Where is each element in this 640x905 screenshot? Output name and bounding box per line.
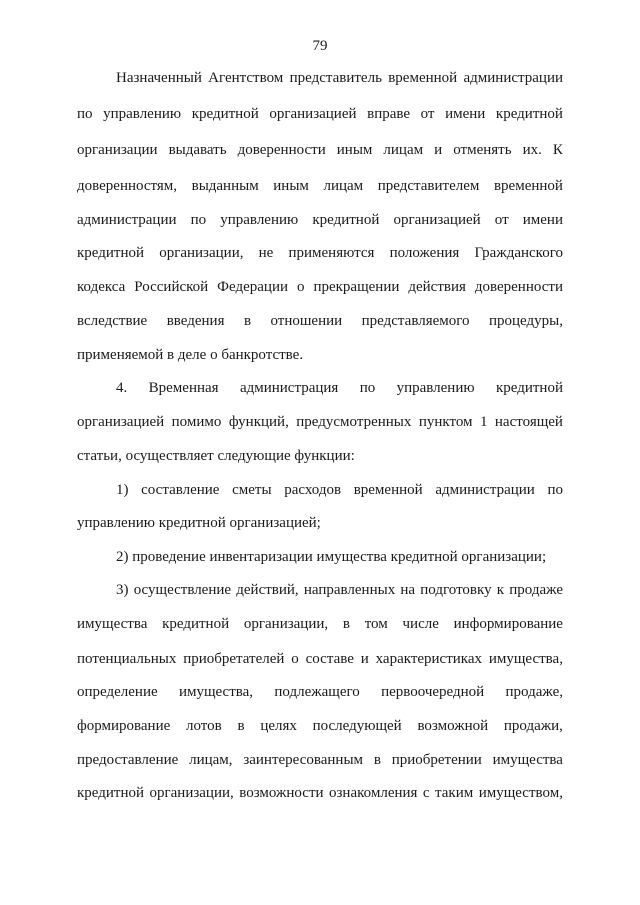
word: последующей — [312, 718, 402, 734]
word: первоочередной — [381, 684, 485, 700]
word: организацией — [269, 106, 357, 122]
word: продажи, — [503, 718, 563, 734]
word: функций, — [228, 414, 289, 430]
word: представитель — [289, 70, 382, 86]
word: временной — [493, 178, 563, 194]
word: кредитной — [312, 212, 380, 228]
word: лотов — [186, 718, 222, 734]
word: возможной — [417, 718, 489, 734]
word: подготовку — [420, 582, 492, 598]
word: имущества, — [178, 684, 254, 700]
word: не — [258, 245, 274, 261]
word: временной — [388, 70, 458, 86]
word: от — [494, 212, 509, 228]
text-line — [77, 210, 563, 230]
word: временной — [353, 482, 423, 498]
word: их. — [522, 142, 542, 158]
word: направленных — [303, 582, 396, 598]
word: потенциальных — [77, 651, 177, 667]
word: 1 — [479, 414, 488, 430]
word: к — [496, 582, 505, 598]
word: информирование — [453, 616, 563, 632]
word: подлежащего — [274, 684, 360, 700]
word: таким — [435, 785, 474, 801]
page-number: 79 — [312, 38, 328, 54]
word: помимо — [171, 414, 222, 430]
text-line — [77, 649, 563, 669]
word: о — [291, 651, 299, 667]
word: имени — [522, 212, 563, 228]
word: предусмотренных — [296, 414, 412, 430]
word: доверенности — [474, 279, 563, 295]
word: настоящей — [494, 414, 563, 430]
word: ознакомления — [329, 785, 418, 801]
word: Агентством — [208, 70, 284, 86]
word: кредитной — [495, 106, 563, 122]
word: Назначенный — [116, 70, 202, 86]
word: процедуры, — [489, 313, 563, 329]
word: лицам — [383, 142, 424, 158]
word: имени — [445, 106, 486, 122]
word: вправе — [367, 106, 411, 122]
word: действия — [408, 279, 466, 295]
text-line — [116, 378, 563, 398]
word: имущества, — [488, 651, 563, 667]
word: имуществом, — [478, 785, 563, 801]
word: отменять — [453, 142, 512, 158]
word: по — [190, 212, 207, 228]
word: характеристиках — [375, 651, 483, 667]
text-line — [116, 68, 563, 88]
word: о — [296, 279, 305, 295]
text-line — [77, 277, 563, 297]
word: выданным — [191, 178, 259, 194]
word: 1) — [116, 482, 129, 498]
word: К — [552, 142, 563, 158]
word: кредитной — [162, 616, 230, 632]
word: администрация — [239, 380, 339, 396]
word: пунктом — [418, 414, 473, 430]
word: действий, — [236, 582, 299, 598]
text-line — [77, 750, 563, 770]
word: Российской — [134, 279, 209, 295]
word: управлению — [103, 106, 182, 122]
text-line — [77, 104, 563, 124]
word: формирование — [77, 718, 171, 734]
word: заинтересованным — [243, 752, 364, 768]
word: на — [400, 582, 416, 598]
word: вследствие — [77, 313, 148, 329]
word: числе — [402, 616, 439, 632]
word: иным — [273, 178, 309, 194]
word: лицам — [323, 178, 364, 194]
word: и — [434, 142, 443, 158]
word: администрации — [463, 70, 563, 86]
word: в — [237, 718, 245, 734]
word: прекращении — [313, 279, 400, 295]
word: с — [422, 785, 430, 801]
word: имущества — [492, 752, 563, 768]
text-line — [116, 480, 563, 500]
text-line: управлению кредитной организацией; — [77, 515, 321, 531]
word: возможности — [239, 785, 324, 801]
word: кодекса — [77, 279, 126, 295]
word: лицам, — [189, 752, 233, 768]
text-line — [77, 412, 563, 432]
text-line: 2) проведение инвентаризации имущества кредитной организации; — [116, 549, 547, 565]
word: Федерации — [217, 279, 289, 295]
word: положения — [389, 245, 460, 261]
word: том — [364, 616, 388, 632]
word: расходов — [284, 482, 342, 498]
word: составе — [305, 651, 354, 667]
word: организации, — [243, 616, 329, 632]
word: организации, — [159, 245, 244, 261]
text-line — [116, 580, 563, 600]
word: представляемого — [361, 313, 470, 329]
word: кредитной — [77, 245, 145, 261]
text-line: применяемой в деле о банкротстве. — [77, 347, 304, 363]
word: организацией — [393, 212, 481, 228]
text-line — [77, 716, 563, 736]
word: осуществление — [133, 582, 232, 598]
word: введения — [166, 313, 225, 329]
word: управлению — [220, 212, 299, 228]
word: отношении — [270, 313, 343, 329]
word: в — [243, 313, 252, 329]
word: доверенности — [237, 142, 326, 158]
word: кредитной — [495, 380, 563, 396]
word: от — [420, 106, 435, 122]
word: организацией — [77, 414, 165, 430]
word: кредитной — [191, 106, 259, 122]
word: организации, — [149, 785, 234, 801]
word: кредитной — [77, 785, 145, 801]
text-line — [77, 243, 563, 263]
word: продаже — [509, 582, 563, 598]
word: приобретателей — [183, 651, 285, 667]
word: составление — [141, 482, 220, 498]
word: доверенностям, — [77, 178, 178, 194]
text-line — [77, 614, 563, 634]
word: иным — [336, 142, 373, 158]
word: администрации — [77, 212, 177, 228]
word: по — [547, 482, 563, 498]
word: организации — [77, 142, 158, 158]
word: в — [373, 752, 381, 768]
word: по — [359, 380, 376, 396]
word: по — [77, 106, 93, 122]
text-line — [77, 783, 563, 803]
word: приобретении — [391, 752, 482, 768]
word: целях — [260, 718, 297, 734]
word: Гражданского — [474, 245, 563, 261]
word: продаже, — [505, 684, 563, 700]
word: Временная — [148, 380, 219, 396]
word: и — [360, 651, 369, 667]
word: администрации — [435, 482, 535, 498]
text-line — [77, 682, 563, 702]
word: сметы — [232, 482, 272, 498]
word: в — [342, 616, 350, 632]
text-line — [77, 140, 563, 160]
text-line — [77, 176, 563, 196]
word: управлению — [396, 380, 475, 396]
word: предоставление — [77, 752, 179, 768]
word: применяются — [288, 245, 375, 261]
word: имущества — [77, 616, 148, 632]
text-line: статьи, осуществляет следующие функции: — [77, 448, 355, 464]
word: выдавать — [168, 142, 227, 158]
text-line — [77, 311, 563, 331]
word: 3) — [116, 582, 129, 598]
word: представителем — [377, 178, 480, 194]
word: определение — [77, 684, 158, 700]
word: 4. — [116, 380, 128, 396]
